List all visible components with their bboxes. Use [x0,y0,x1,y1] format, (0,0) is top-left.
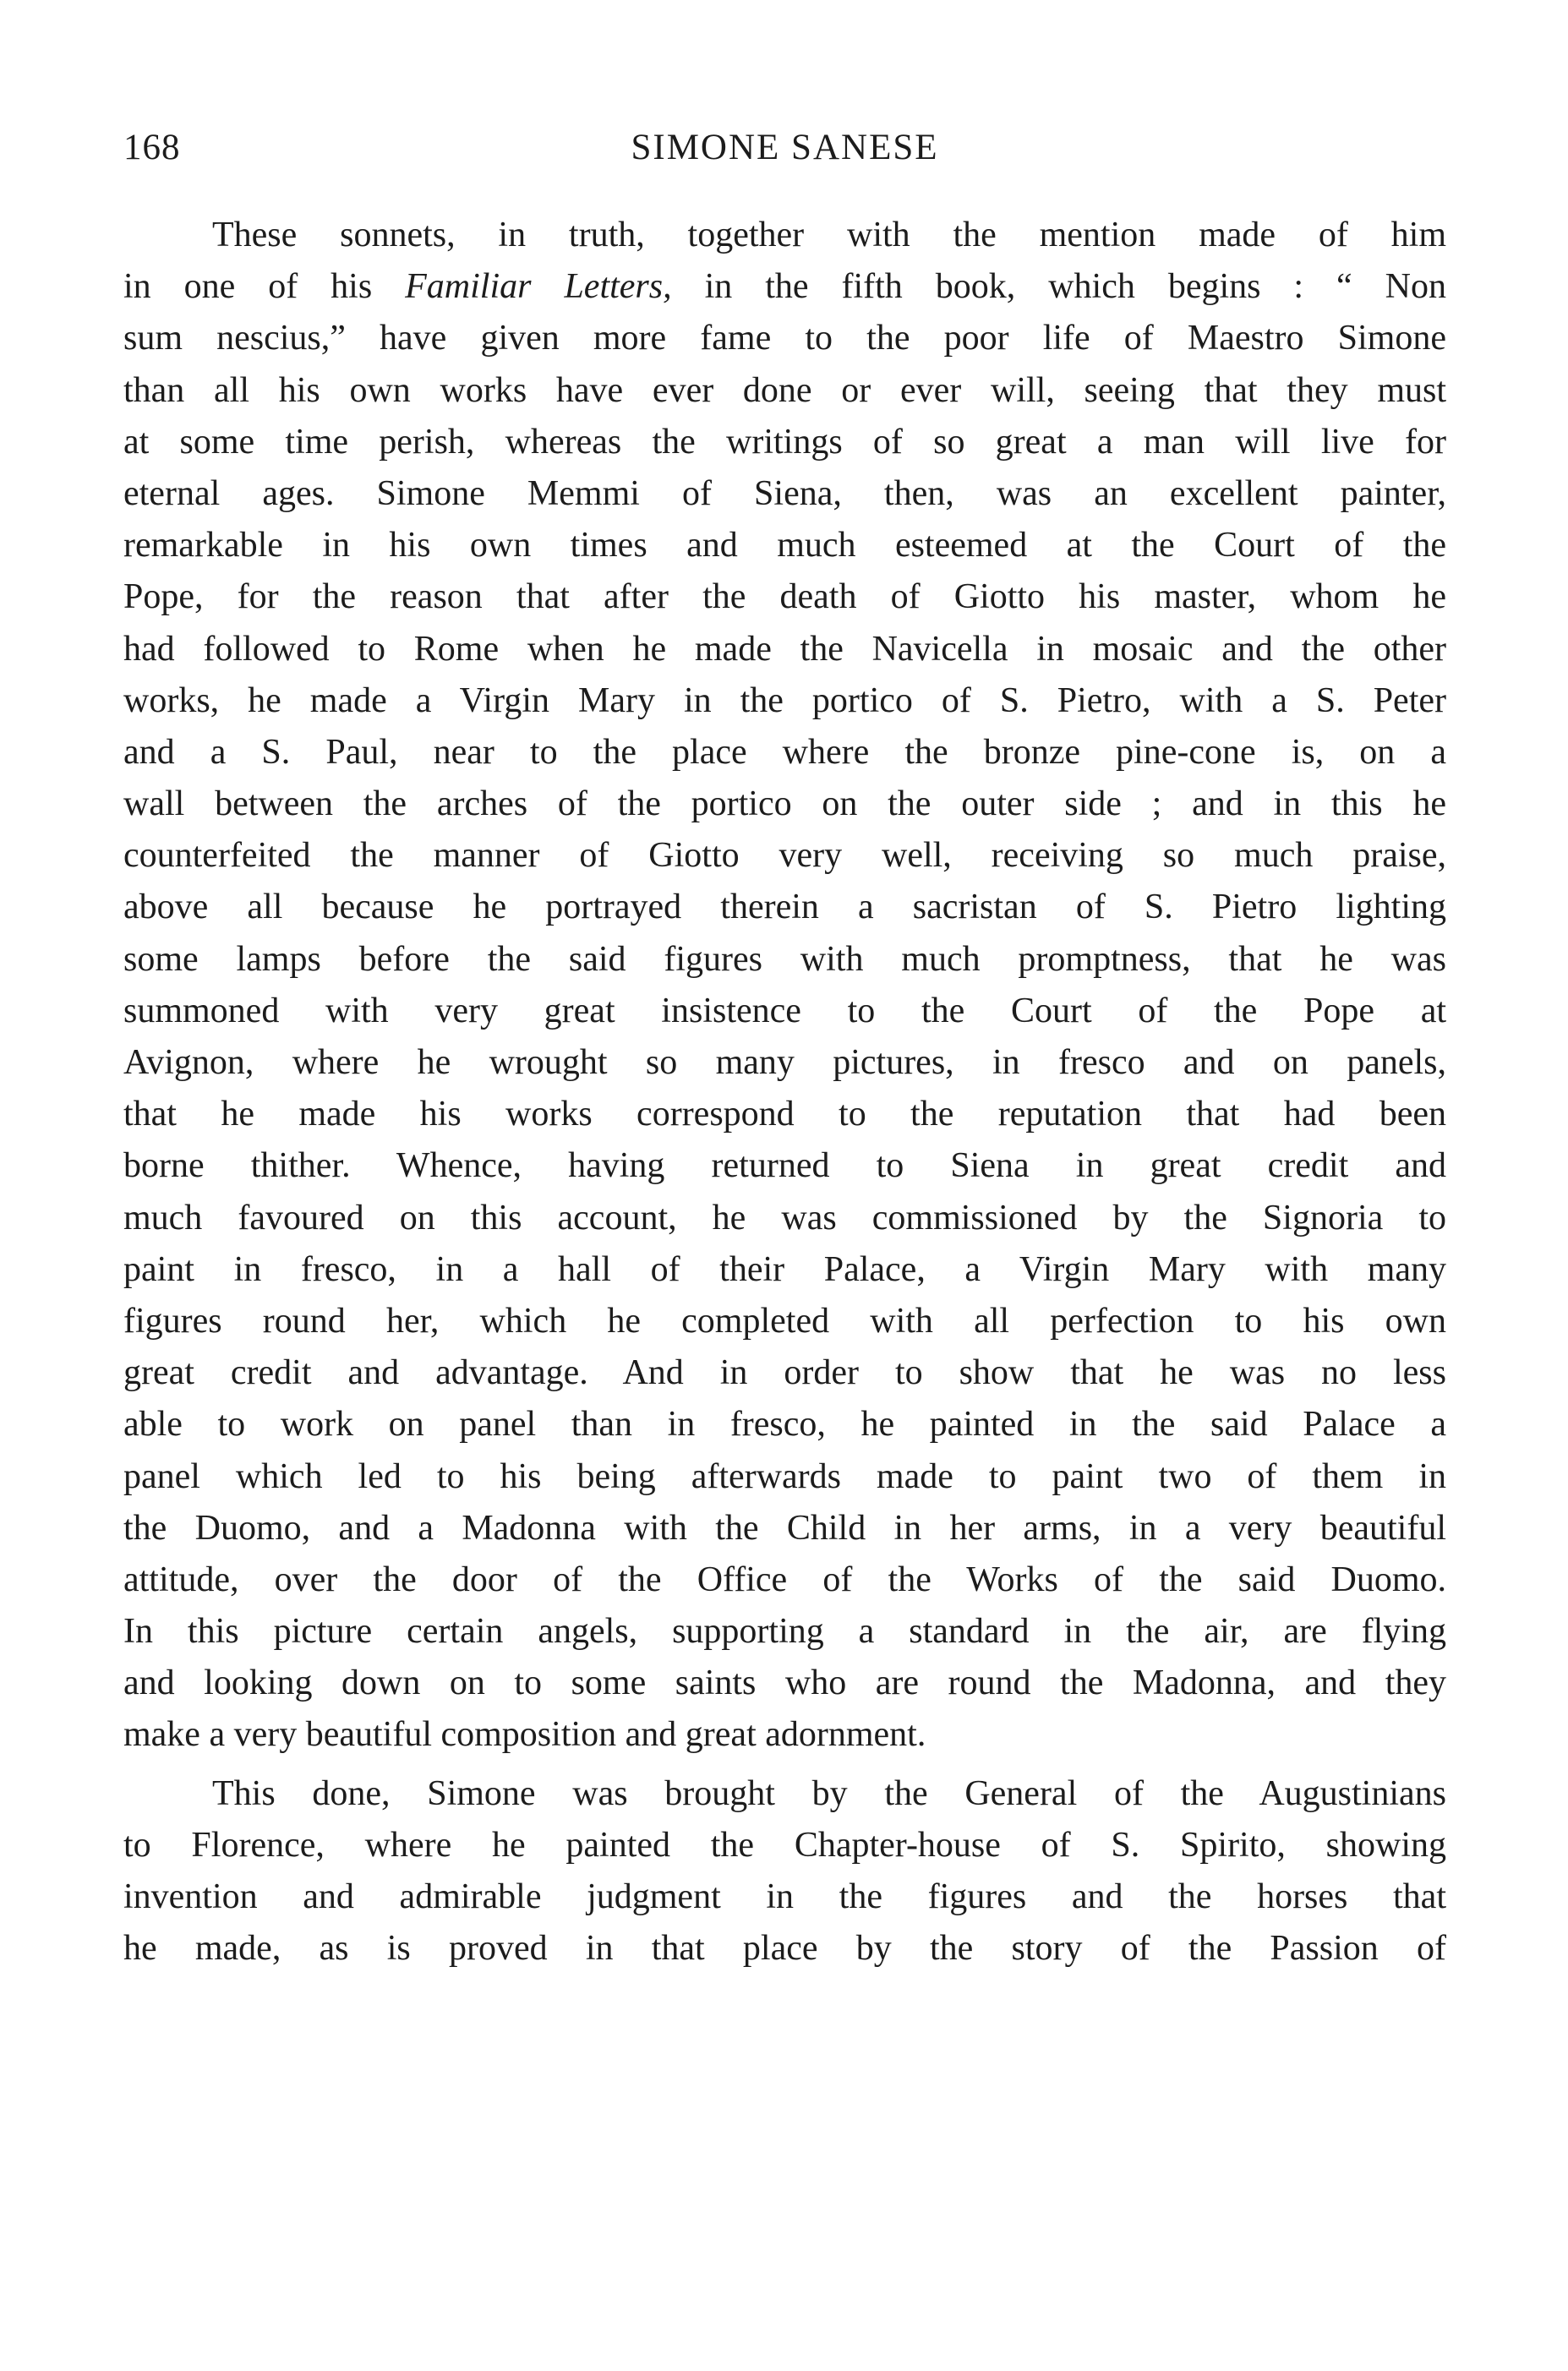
text-line: invention and admirable judgment in the figures and the horses that [123,1877,1446,1916]
text-line: Pope, for the reason that after the death of Giotto his master, whom he [123,577,1446,617]
paragraph-2 [123,1768,1446,1975]
text-line: make a very beautiful composition and great adornment. [123,1715,926,1755]
text-line: to Florence, where he painted the Chapter-house of S. Spirito, showing [123,1825,1446,1865]
text-line: borne thither. Whence, having returned to Siena in great credit and [123,1146,1446,1186]
text-line: figures round her, which he completed with all perfection to his own [123,1301,1446,1341]
page-number: 168 [123,128,181,167]
text-line: attitude, over the door of the Office of the Works of the said Duomo. [123,1560,1446,1599]
paragraph-1 [123,210,1446,1762]
text-line: paint in fresco, in a hall of their Palace, a Virgin Mary with many [123,1249,1446,1289]
text-line: that he made his works correspond to the reputation that had been [123,1095,1446,1134]
text-line [123,261,1446,313]
text-line: sum nescius,” have given more fame to the poor life of Maestro Simone [123,319,1446,358]
paragraph-gap [123,1762,1446,1768]
running-title: SIMONE SANESE [631,128,939,167]
text-line: he made, as is proved in that place by the story of the Passion of [123,1929,1446,1969]
text-line: remarkable in his own times and much esteemed at the Court of the [123,526,1446,565]
text-line: eternal ages. Simone Memmi of Siena, then, was an excellent painter, [123,473,1446,513]
text-line: had followed to Rome when he made the Navicella in mosaic and the other [123,629,1446,669]
text-line: much favoured on this account, he was commissioned by the Signoria to [123,1198,1446,1237]
text-line: These sonnets, in truth, together with the mention made of him [212,216,1446,254]
text-span: in the fifth book, which begins : “ Non [671,267,1446,307]
text-line: and looking down on to some saints who are round the Madonna, and they [123,1664,1446,1703]
text-line: counterfeited the manner of Giotto very well, receiving so much praise, [123,836,1446,876]
text-line: than all his own works have ever done or ever will, seeing that they must [123,370,1446,410]
text-line: great credit and advantage. And in order to show that he was no less [123,1353,1446,1393]
running-head [123,127,1446,178]
text-line: wall between the arches of the portico on the outer side ; and in this he [123,784,1446,824]
text-line: works, he made a Virgin Mary in the portico of S. Pietro, with a S. Peter [123,680,1446,720]
text-line: summoned with very great insistence to the Court of the Pope at [123,991,1446,1030]
body-text [123,210,1446,1975]
text-line: at some time perish, whereas the writings of so great a man will live for [123,422,1446,462]
text-line: and a S. Paul, near to the place where the bronze pine-cone is, on a [123,732,1446,772]
text-line: panel which led to his being afterwards made to paint two of them in [123,1456,1446,1496]
text-line: able to work on panel than in fresco, he painted in the said Palace a [123,1405,1446,1445]
text-line: Avignon, where he wrought so many pictures, in fresco and on panels, [123,1043,1446,1082]
italic-title: Familiar Letters, [405,267,672,307]
text-line: the Duomo, and a Madonna with the Child in her arms, in a very beautiful [123,1508,1446,1548]
text-line: In this picture certain angels, supporting a standard in the air, are flying [123,1612,1446,1652]
text-line: This done, Simone was brought by the General of the Augustinians [212,1773,1446,1813]
text-span: in one of his [123,267,406,307]
text-line: above all because he portrayed therein a sacristan of S. Pietro lighting [123,888,1446,927]
text-line: some lamps before the said figures with much promptness, that he was [123,939,1446,979]
